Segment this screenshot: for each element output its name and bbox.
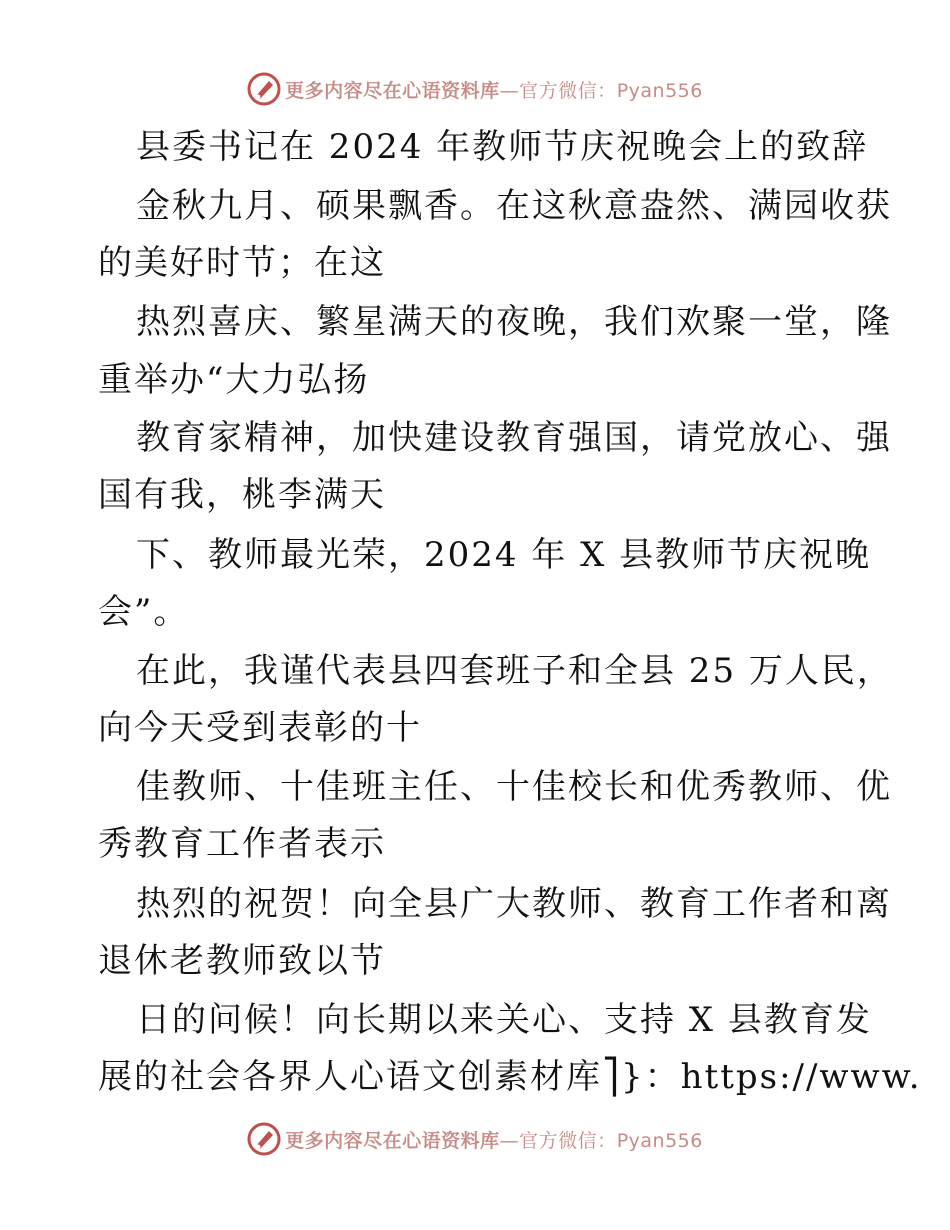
paragraph-line: 金秋九月、硕果飘香。在这秋意盎然、满园收获 — [136, 186, 892, 226]
paragraph-line: 教育家精神，加快建设教育强国，请党放心、强 — [136, 418, 892, 458]
paragraph-line: 退休老教师致以节 — [98, 941, 386, 981]
watermark-text — [285, 76, 703, 103]
paragraph-line: 秀教育工作者表示 — [98, 824, 386, 864]
watermark-wechat-id: Pyan556 — [616, 1129, 703, 1152]
watermark-header — [0, 72, 950, 106]
paragraph-line: 在此，我谨代表县四套班子和全县 25 万人民， — [136, 651, 893, 691]
paragraph-line: 重举办“大力弘扬 — [98, 360, 370, 400]
document-title: 县委书记在 2024 年教师节庆祝晚会上的致辞 — [136, 127, 869, 167]
watermark-logo-icon — [247, 72, 281, 106]
watermark-logo-icon — [247, 1122, 281, 1156]
paragraph-line: 热烈喜庆、繁星满天的夜晚，我们欢聚一堂，隆 — [136, 302, 892, 342]
paragraph-line: 的美好时节；在这 — [98, 243, 386, 283]
watermark-separator: —官方微信： — [499, 79, 617, 102]
paragraph-line: 国有我，桃李满天 — [98, 475, 386, 515]
paragraph-line: 向今天受到表彰的十 — [98, 708, 422, 748]
paragraph-line: 日的问候！向长期以来关心、支持 X 县教育发 — [136, 1000, 872, 1040]
watermark-footer — [0, 1122, 950, 1156]
paragraph-line: 下、教师最光荣，2024 年 X 县教师节庆祝晚 — [136, 535, 872, 575]
watermark-text — [285, 1126, 703, 1153]
paragraph-line: 会”。 — [98, 592, 190, 632]
paragraph-line: 佳教师、十佳班主任、十佳校长和优秀教师、优 — [136, 767, 892, 807]
watermark-brand: 更多内容尽在心语资料库 — [285, 79, 500, 102]
watermark-brand: 更多内容尽在心语资料库 — [285, 1129, 500, 1152]
watermark-wechat-id: Pyan556 — [616, 79, 703, 102]
paragraph-line: 热烈的祝贺！向全县广大教师、教育工作者和离 — [136, 884, 892, 924]
paragraph-line: 展的社会各界人心语文创素材库⎤}：https://www. — [98, 1057, 922, 1097]
watermark-separator: —官方微信： — [499, 1129, 617, 1152]
